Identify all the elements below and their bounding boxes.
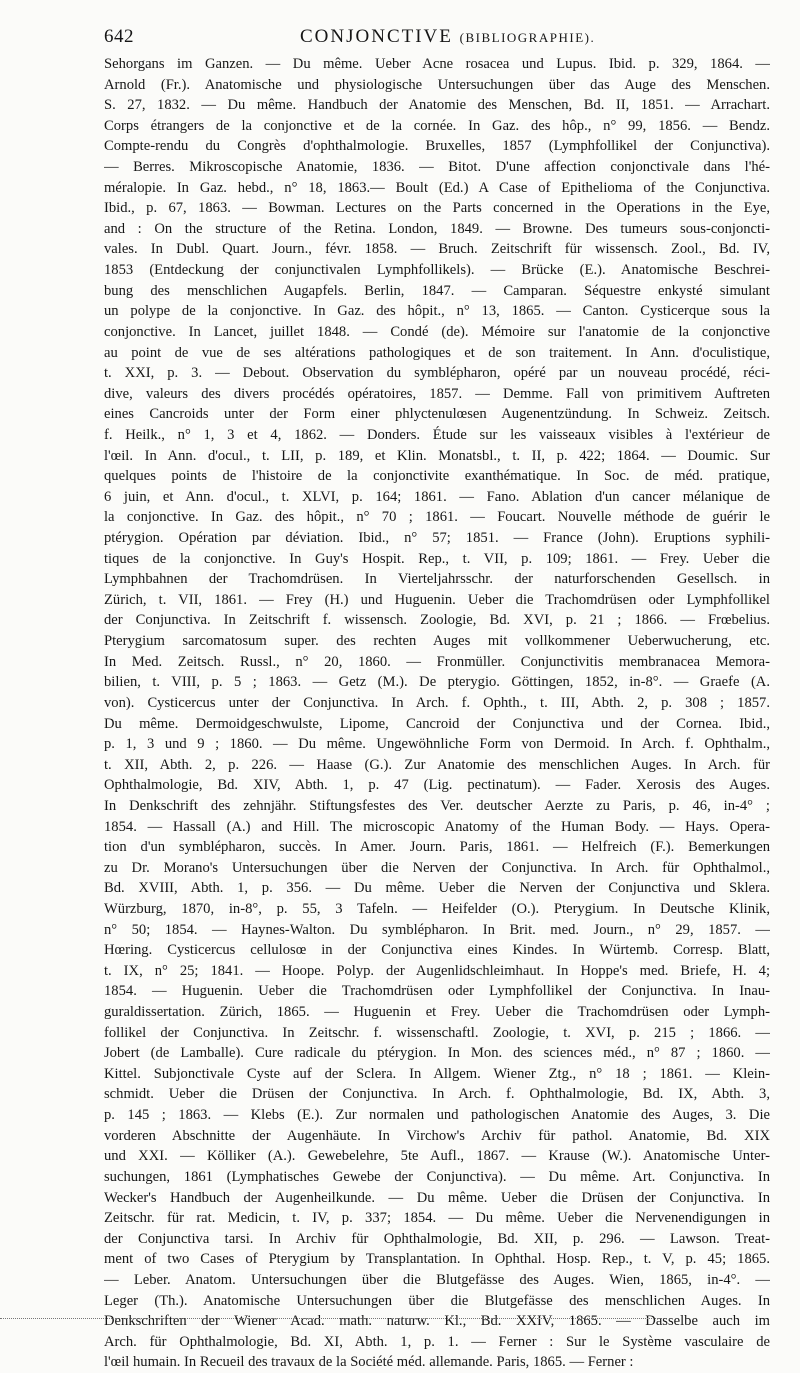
text-line: Arch. für Ophthalmologie, Bd. XI, Abth. 1, p. 1. — Ferner : Sur le Système vasculaire de xyxy=(104,1333,770,1350)
text-line: au point de vue de ses altérations pathologiques et de son traitement. In Ann. d'oculistique, xyxy=(104,344,770,361)
text-line: guraldissertation. Zürich, 1865. — Huguenin et Frey. Ueber die Trachomdrüsen oder Lymph- xyxy=(104,1004,770,1021)
text-line: Pterygium sarcomatosum super. des rechten Auges mit vollkommener Ueberwucherung, etc. xyxy=(104,633,770,650)
text-line: In Med. Zeitsch. Russl., n° 20, 1860. — Fronmüller. Conjunctivitis membranacea Memora- xyxy=(104,653,770,670)
text-line: Jobert (de Lamballe). Cure radicale du ptérygion. In Mon. des sciences méd., n° 87 ; 1860. — xyxy=(104,1045,770,1062)
text-line: la conjonctive. In Gaz. des hôpit., n° 70 ; 1861. — Foucart. Nouvelle méthode de guérir le xyxy=(104,509,770,526)
text-line: l'œil. In Ann. d'ocul., t. LII, p. 189, et Klin. Monatsbl., t. II, p. 422; 1864. — Doumic. Sur xyxy=(104,447,770,464)
text-line: In Denkschrift des zehnjähr. Stiftungsfestes des Ver. deutscher Aerzte zu Paris, p. 46, in-4° ; xyxy=(104,797,770,814)
text-line: Wecker's Handbuch der Augenheilkunde. — Du même. Ueber die Drüsen der Conjunctiva. In xyxy=(104,1189,770,1206)
text-line: Sehorgans im Ganzen. — Du même. Ueber Acne rosacea und Lupus. Ibid. p. 329, 1864. — xyxy=(104,56,770,72)
running-head xyxy=(300,26,595,48)
text-line: bung des menschlichen Augapfels. Berlin, 1847. — Camparan. Séquestre enkysté simulant xyxy=(104,282,770,299)
text-line: Lymphbahnen der Trachomdrüsen. In Vierteljahrsschr. der naturforschenden Gesellsch. in xyxy=(104,571,770,588)
text-line: Du même. Dermoidgeschwulste, Lipome, Cancroid der Conjunctiva und der Cornea. Ibid., xyxy=(104,715,770,732)
text-line: un polype de la conjonctive. In Gaz. des hôpit., n° 13, 1865. — Canton. Cysticerque sous la xyxy=(104,303,770,320)
text-line: ment of two Cases of Pterygium by Transplantation. In Ophthal. Hosp. Rep., t. V, p. 45; 1865. xyxy=(104,1251,770,1268)
text-line: vales. In Dubl. Quart. Journ., févr. 1858. — Bruch. Zeitschrift für wissensch. Zool., Bd. IV, xyxy=(104,241,770,258)
text-line: 1854. — Hassall (A.) and Hill. The microscopic Anatomy of the Human Body. — Hays. Opera- xyxy=(104,818,770,835)
text-line: Ophthalmologie, Bd. XIV, Abth. 1, p. 47 (Lig. pectinatum). — Fader. Xerosis des Auges. xyxy=(104,777,770,794)
text-line: Corps étrangers de la conjonctive et de la cornée. In Gaz. des hôp., n° 99, 1856. — Bendz. xyxy=(104,117,770,134)
page-number: 642 xyxy=(104,26,134,47)
bibliography-text xyxy=(104,54,770,1373)
text-line: Würzburg, 1870, in-8°, p. 55, 3 Tafeln. — Heifelder (O.). Pterygium. In Deutsche Klinik, xyxy=(104,900,770,917)
text-line: vorderen Abschnitte der Augenhäute. In Virchow's Archiv für pathol. Anatomie, Bd. XIX xyxy=(104,1127,770,1144)
text-line: Ibid., p. 67, 1863. — Bowman. Lectures on the Parts concerned in the Operations in the Eye, xyxy=(104,200,770,217)
text-line: S. 27, 1832. — Du même. Handbuch der Anatomie des Menschen, Bd. II, 1851. — Arrachart. xyxy=(104,97,770,114)
text-line: t. XII, Abth. 2, p. 226. — Haase (G.). Zur Anatomie des menschlichen Auges. In Arch. für xyxy=(104,756,770,773)
page-header xyxy=(104,22,770,52)
footer-rule xyxy=(0,1318,666,1319)
running-head-title: CONJONCTIVE xyxy=(300,26,453,47)
text-line: Kittel. Subjonctivale Cyste auf der Sclera. In Allgem. Wiener Ztg., n° 18 ; 1861. — Klein- xyxy=(104,1065,770,1082)
running-head-subtitle: (BIBLIOGRAPHIE). xyxy=(459,30,596,45)
text-line: n° 50; 1854. — Haynes-Walton. Du symblépharon. In Brit. med. Journ., n° 29, 1857. — xyxy=(104,921,770,938)
text-line: eines Cancroids unter der Form einer phlyctenulœsen Augenentzündung. In Schweiz. Zeitsch. xyxy=(104,406,770,423)
text-line: bilien, t. VIII, p. 5 ; 1863. — Getz (M.). De pterygio. Göttingen, 1852, in-8°. — Graefe (A. xyxy=(104,674,770,691)
text-line: conjonctive. In Lancet, juillet 1848. — Condé (de). Mémoire sur l'anatomie de la conjonctive xyxy=(104,323,770,340)
text-line: tion d'un symblépharon, succès. In Amer. Journ. Paris, 1861. — Helfreich (F.). Bemerkungen xyxy=(104,839,770,856)
text-line: 1853 (Entdeckung der conjunctivalen Lymphfollikels). — Brücke (E.). Anatomische Beschrei- xyxy=(104,262,770,279)
text-line: und XXI. — Kölliker (A.). Gewebelehre, 5te Aufl., 1867. — Krause (W.). Anatomische Unter- xyxy=(104,1148,770,1165)
text-line: Arnold (Fr.). Anatomische und physiologische Untersuchungen über das Auge des Menschen. xyxy=(104,76,770,93)
text-line: f. Heilk., n° 1, 3 et 4, 1862. — Donders. Étude sur les vaisseaux visibles à l'extérieur de xyxy=(104,426,770,443)
text-line: méralopie. In Gaz. hebd., n° 18, 1863.— Boult (Ed.) A Case of Epithelioma of the Conjunctiva. xyxy=(104,179,770,196)
text-line: 1854. — Huguenin. Ueber die Trachomdrüsen oder Lymphfollikel der Conjunctiva. In Inau- xyxy=(104,983,770,1000)
text-line: Hœring. Cysticercus cellulosœ in der Conjunctiva eines Kindes. In Würtemb. Corresp. Blatt, xyxy=(104,942,770,959)
text-line: schmidt. Ueber die Drüsen der Conjunctiva. In Arch. f. Ophthalmologie, Bd. IX, Abth. 3, xyxy=(104,1086,770,1103)
text-line: p. 1, 3 und 9 ; 1860. — Du même. Ungewöhnliche Form von Dermoid. In Arch. f. Ophthalm., xyxy=(104,736,770,753)
text-line: Bd. XVIII, Abth. 1, p. 356. — Du même. Ueber die Nerven der Conjunctiva und Sklera. xyxy=(104,880,770,897)
document-page xyxy=(104,22,770,1373)
text-line: tiques de la conjonctive. In Guy's Hospit. Rep., t. VII, p. 109; 1861. — Frey. Ueber die xyxy=(104,550,770,567)
text-line: and : On the structure of the Retina. London, 1849. — Browne. Des tumeurs sous-conjoncti- xyxy=(104,220,770,237)
text-line: dive, valeurs des divers procédés opératoires, 1857. — Demme. Fall von primitivem Auftreten xyxy=(104,385,770,402)
text-line: quelques points de l'histoire de la conjonctivite exanthématique. In Soc. de méd. pratique, xyxy=(104,468,770,485)
text-line: p. 145 ; 1863. — Klebs (E.). Zur normalen und pathologischen Anatomie des Auges, 3. Die xyxy=(104,1107,770,1124)
text-line: follikel der Conjunctiva. In Zeitschr. f. wissenschaftl. Zoologie, t. XVI, p. 215 ; 1866. — xyxy=(104,1024,770,1041)
text-line: — Leber. Anatom. Untersuchungen über die Blutgefässe des Auges. Wien, 1865, in-4°. — xyxy=(104,1271,770,1288)
text-line: t. IX, n° 25; 1841. — Hoope. Polyp. der Augenlidschleimhaut. In Hoppe's med. Briefe, H. 4; xyxy=(104,962,770,979)
text-line: der Conjunctiva tarsi. In Archiv für Ophthalmologie, Bd. XII, p. 296. — Lawson. Treat- xyxy=(104,1230,770,1247)
text-line: Leger (Th.). Anatomische Untersuchungen über die Blutgefässe des menschlichen Auges. In xyxy=(104,1292,770,1309)
text-line: ptérygion. Opération par déviation. Ibid., n° 57; 1851. — France (John). Eruptions syphili- xyxy=(104,530,770,547)
text-line: Denkschriften der Wiener Acad. math. naturw. Kl., Bd. XXIV, 1865. — Dasselbe auch im xyxy=(104,1313,770,1330)
text-line: von). Cysticercus unter der Conjunctiva. In Arch. f. Ophth., t. III, Abth. 2, p. 308 ; 1857. xyxy=(104,694,770,711)
text-line: suchungen, 1861 (Lymphatisches Gewebe der Conjunctiva). — Du même. Art. Conjunctiva. In xyxy=(104,1168,770,1185)
text-line: Compte-rendu du Congrès d'ophthalmologie. Bruxelles, 1857 (Lymphfollikel der Conjunctiva). xyxy=(104,138,770,155)
text-line: l'œil humain. In Recueil des travaux de la Société méd. allemande. Paris, 1865. — Ferner : xyxy=(104,1354,634,1371)
text-line: zu Dr. Morano's Untersuchungen über die Nerven der Conjunctiva. In Arch. für Ophthalmol., xyxy=(104,859,770,876)
text-line: t. XXI, p. 3. — Debout. Observation du symblépharon, opéré par un nouveau procédé, réci- xyxy=(104,365,770,382)
text-line: — Berres. Mikroscopische Anatomie, 1836. — Bitot. D'une affection conjonctivale dans l'hé- xyxy=(104,159,770,176)
text-line: Zürich, t. VII, 1861. — Frey (H.) und Huguenin. Ueber die Trachomdrüsen oder Lymphfollikel xyxy=(104,591,770,608)
text-line: 6 juin, et Ann. d'ocul., t. XLVI, p. 164; 1861. — Fano. Ablation d'un cancer mélanique de xyxy=(104,488,770,505)
text-line: Zeitschr. für rat. Medicin, t. IV, p. 337; 1854. — Du même. Ueber die Nervenendigungen in xyxy=(104,1210,770,1227)
text-line: der Conjunctiva. In Zeitschrift f. wissensch. Zoologie, Bd. XVI, p. 21 ; 1866. — Frœbelius. xyxy=(104,612,770,629)
